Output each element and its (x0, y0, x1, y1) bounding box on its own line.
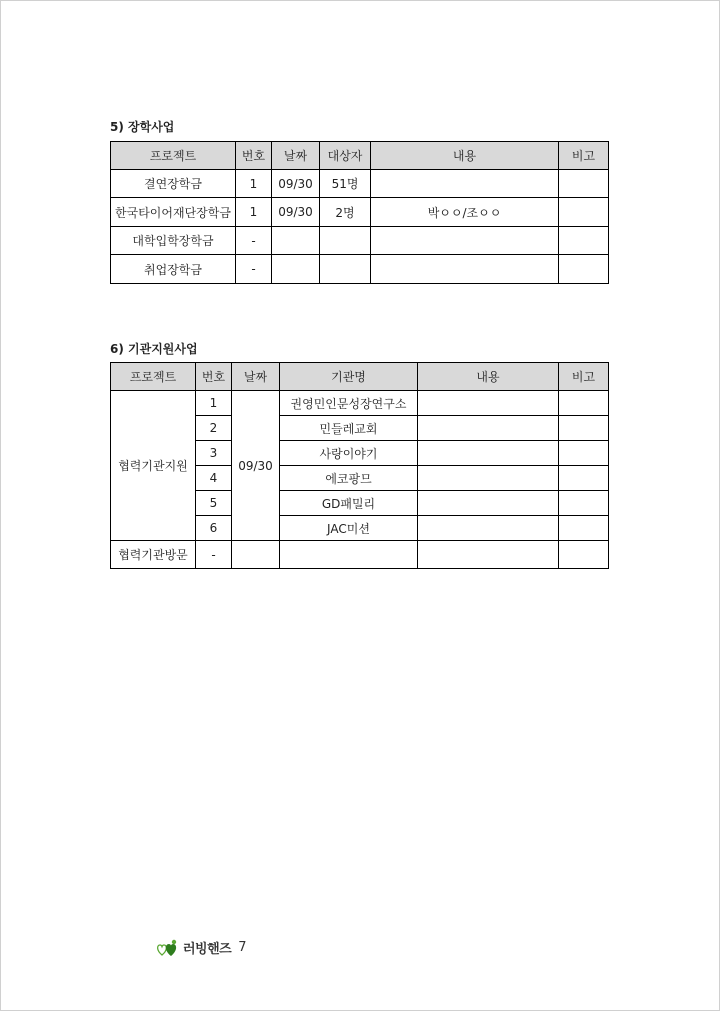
cell-institution: 에코팡므 (280, 466, 418, 491)
cell-remarks (559, 170, 609, 198)
table-row (111, 541, 609, 569)
cell-content (371, 170, 559, 198)
header-content: 내용 (418, 363, 559, 391)
cell-content (371, 227, 559, 255)
table-row (111, 198, 609, 227)
cell-content (418, 441, 559, 466)
cell-content (418, 391, 559, 416)
cell-project: 대학입학장학금 (111, 227, 236, 255)
cell-institution (280, 541, 418, 569)
cell-institution: 민들레교회 (280, 416, 418, 441)
cell-recipients: 51명 (320, 170, 371, 198)
cell-number: 1 (196, 391, 232, 416)
cell-remarks (559, 391, 609, 416)
cell-content (418, 416, 559, 441)
cell-date: 09/30 (232, 391, 280, 541)
cell-remarks (559, 491, 609, 516)
header-remarks: 비고 (559, 142, 609, 170)
header-number: 번호 (236, 142, 272, 170)
header-institution: 기관명 (280, 363, 418, 391)
cell-content: 박ㅇㅇ/조ㅇㅇ (371, 198, 559, 227)
cell-recipients (320, 255, 371, 284)
cell-content (418, 491, 559, 516)
header-recipients: 대상자 (320, 142, 371, 170)
cell-project: 취업장학금 (111, 255, 236, 284)
page-number: 7 (238, 940, 247, 955)
cell-remarks (559, 516, 609, 541)
cell-date (272, 255, 320, 284)
cell-remarks (559, 416, 609, 441)
page-footer (156, 938, 247, 957)
cell-project: 협력기관지원 (111, 391, 196, 541)
cell-institution: JAC미션 (280, 516, 418, 541)
header-remarks: 비고 (559, 363, 609, 391)
header-date: 날짜 (272, 142, 320, 170)
table-row (111, 170, 609, 198)
cell-recipients: 2명 (320, 198, 371, 227)
cell-recipients (320, 227, 371, 255)
cell-number: - (236, 227, 272, 255)
table-row (111, 227, 609, 255)
cell-number: 5 (196, 491, 232, 516)
cell-institution: 사랑이야기 (280, 441, 418, 466)
cell-remarks (559, 227, 609, 255)
header-number: 번호 (196, 363, 232, 391)
cell-content (418, 466, 559, 491)
cell-content (418, 516, 559, 541)
header-date: 날짜 (232, 363, 280, 391)
cell-content (418, 541, 559, 569)
cell-number: - (196, 541, 232, 569)
cell-number: 2 (196, 416, 232, 441)
cell-date: 09/30 (272, 170, 320, 198)
cell-number: 1 (236, 198, 272, 227)
section-6-title: 6) 기관지원사업 (110, 342, 198, 356)
cell-institution: 권영민인문성장연구소 (280, 391, 418, 416)
table-header-row (111, 363, 609, 391)
cell-number: 3 (196, 441, 232, 466)
cell-remarks (559, 541, 609, 569)
header-content: 내용 (371, 142, 559, 170)
cell-number: 6 (196, 516, 232, 541)
cell-project: 협력기관방문 (111, 541, 196, 569)
cell-remarks (559, 255, 609, 284)
header-project: 프로젝트 (111, 363, 196, 391)
cell-remarks (559, 466, 609, 491)
cell-number: - (236, 255, 272, 284)
cell-project: 결연장학금 (111, 170, 236, 198)
cell-content (371, 255, 559, 284)
logo-text: 러빙핸즈 (183, 942, 232, 957)
cell-date (232, 541, 280, 569)
cell-number: 4 (196, 466, 232, 491)
table-row (111, 255, 609, 284)
cell-date: 09/30 (272, 198, 320, 227)
table-header-row (111, 142, 609, 170)
scholarship-table (110, 141, 609, 284)
logo-icon (156, 939, 180, 957)
cell-remarks (559, 441, 609, 466)
section-5-title: 5) 장학사업 (110, 120, 175, 134)
cell-institution: GD패밀리 (280, 491, 418, 516)
cell-date (272, 227, 320, 255)
cell-project: 한국타이어재단장학금 (111, 198, 236, 227)
institution-support-table (110, 362, 609, 569)
cell-number: 1 (236, 170, 272, 198)
cell-remarks (559, 198, 609, 227)
header-project: 프로젝트 (111, 142, 236, 170)
table-row (111, 391, 609, 416)
